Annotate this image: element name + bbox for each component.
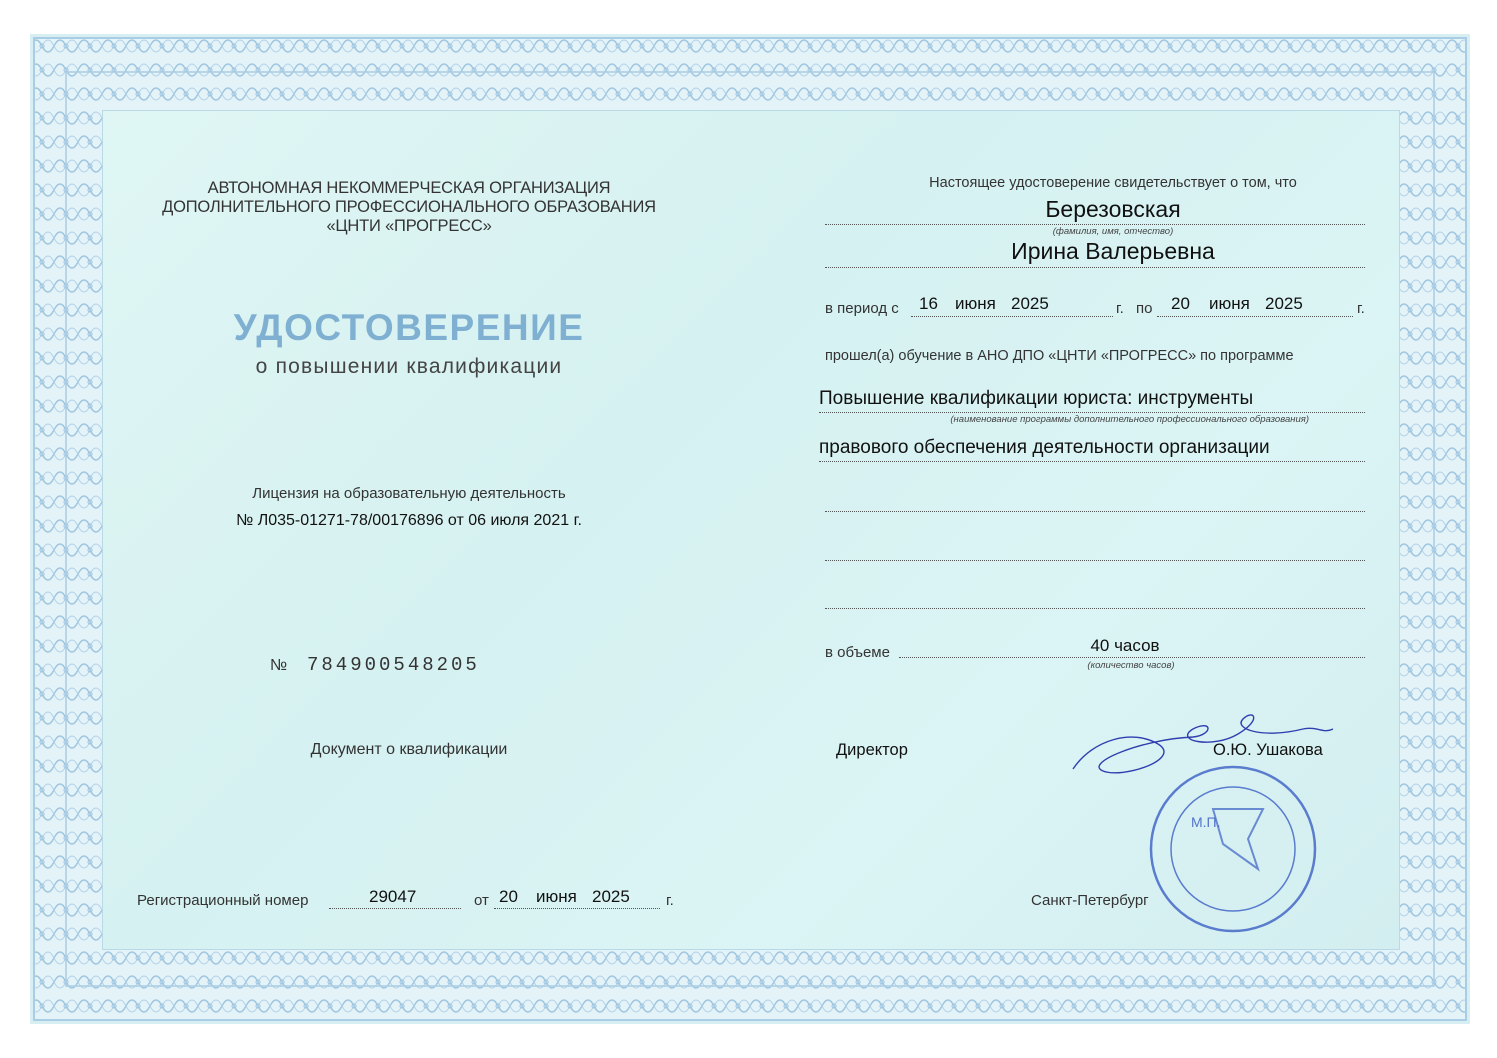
start-day: 16 bbox=[919, 294, 938, 313]
certificate-content bbox=[102, 110, 1400, 950]
end-year-suffix: г. bbox=[1357, 300, 1365, 317]
name-caption: (фамилия, имя, отчество) bbox=[1052, 226, 1174, 237]
document-title: УДОСТОВЕРЕНИЕ bbox=[233, 307, 585, 348]
hours-caption: (количество часов) bbox=[1087, 660, 1175, 671]
reg-number-line bbox=[329, 908, 461, 909]
reg-date-line bbox=[494, 908, 660, 909]
first-patronymic: Ирина Валерьевна bbox=[1011, 238, 1215, 264]
start-year-suffix: г. bbox=[1116, 300, 1124, 317]
certificate-sheet bbox=[30, 34, 1470, 1024]
end-year: 2025 bbox=[1265, 294, 1303, 313]
program-line4-underline bbox=[825, 560, 1365, 561]
program-line2: правового обеспечения деятельности организации bbox=[819, 437, 1270, 458]
stamp-and-signature bbox=[1063, 699, 1343, 939]
license-number: № Л035-01271-78/00176896 от 06 июля 2021 г. bbox=[236, 512, 582, 529]
program-line1-underline bbox=[819, 412, 1365, 413]
reg-year-suffix: г. bbox=[666, 892, 674, 909]
volume-label: в объеме bbox=[825, 644, 890, 661]
start-year: 2025 bbox=[1011, 294, 1049, 313]
to-label: по bbox=[1136, 300, 1153, 317]
city: Санкт-Петербург bbox=[1031, 892, 1149, 909]
org-name-line3: «ЦНТИ «ПРОГРЕСС» bbox=[326, 217, 492, 235]
start-month: июня bbox=[955, 294, 996, 313]
blank-number: 784900548205 bbox=[307, 654, 480, 676]
surname-line bbox=[825, 224, 1365, 225]
studied-text: прошел(а) обучение в АНО ДПО «ЦНТИ «ПРОГРЕСС» по программе bbox=[825, 348, 1294, 364]
program-line5-underline bbox=[825, 608, 1365, 609]
org-name-line2: ДОПОЛНИТЕЛЬНОГО ПРОФЕССИОНАЛЬНОГО ОБРАЗОВАНИЯ bbox=[162, 198, 656, 216]
first-patronymic-line bbox=[825, 267, 1365, 268]
reg-label: Регистрационный номер bbox=[137, 892, 309, 909]
period-label: в период с bbox=[825, 300, 899, 317]
reg-date-year: 2025 bbox=[592, 887, 630, 906]
seal-place: М.П. bbox=[1191, 814, 1221, 830]
signature bbox=[1073, 715, 1333, 773]
intro-text: Настоящее удостоверение свидетельствует о том, что bbox=[929, 175, 1297, 191]
surname: Березовская bbox=[1045, 196, 1181, 222]
hours: 40 часов bbox=[1090, 636, 1160, 655]
org-name-line1: АВТОНОМНАЯ НЕКОММЕРЧЕСКАЯ ОРГАНИЗАЦИЯ bbox=[207, 179, 611, 197]
reg-from: от bbox=[474, 892, 489, 909]
reg-date-month: июня bbox=[536, 887, 577, 906]
end-day: 20 bbox=[1171, 294, 1190, 313]
volume-line bbox=[899, 657, 1365, 658]
program-line3-underline bbox=[825, 511, 1365, 512]
document-subtitle: о повышении квалификации bbox=[255, 355, 563, 378]
document-type: Документ о квалификации bbox=[310, 741, 508, 758]
program-caption: (наименование программы дополнительного профессионального образования) bbox=[950, 414, 1309, 425]
director-label: Директор bbox=[836, 741, 908, 759]
reg-date-day: 20 bbox=[499, 887, 518, 906]
end-month: июня bbox=[1209, 294, 1250, 313]
program-line2-underline bbox=[819, 461, 1365, 462]
license-label: Лицензия на образовательную деятельность bbox=[252, 485, 566, 502]
reg-number: 29047 bbox=[369, 887, 417, 906]
start-date-line bbox=[911, 316, 1113, 317]
program-line1: Повышение квалификации юриста: инструменты bbox=[819, 388, 1254, 409]
number-sign: № bbox=[270, 657, 288, 674]
director-name: О.Ю. Ушакова bbox=[1213, 741, 1323, 759]
end-date-line bbox=[1157, 316, 1353, 317]
